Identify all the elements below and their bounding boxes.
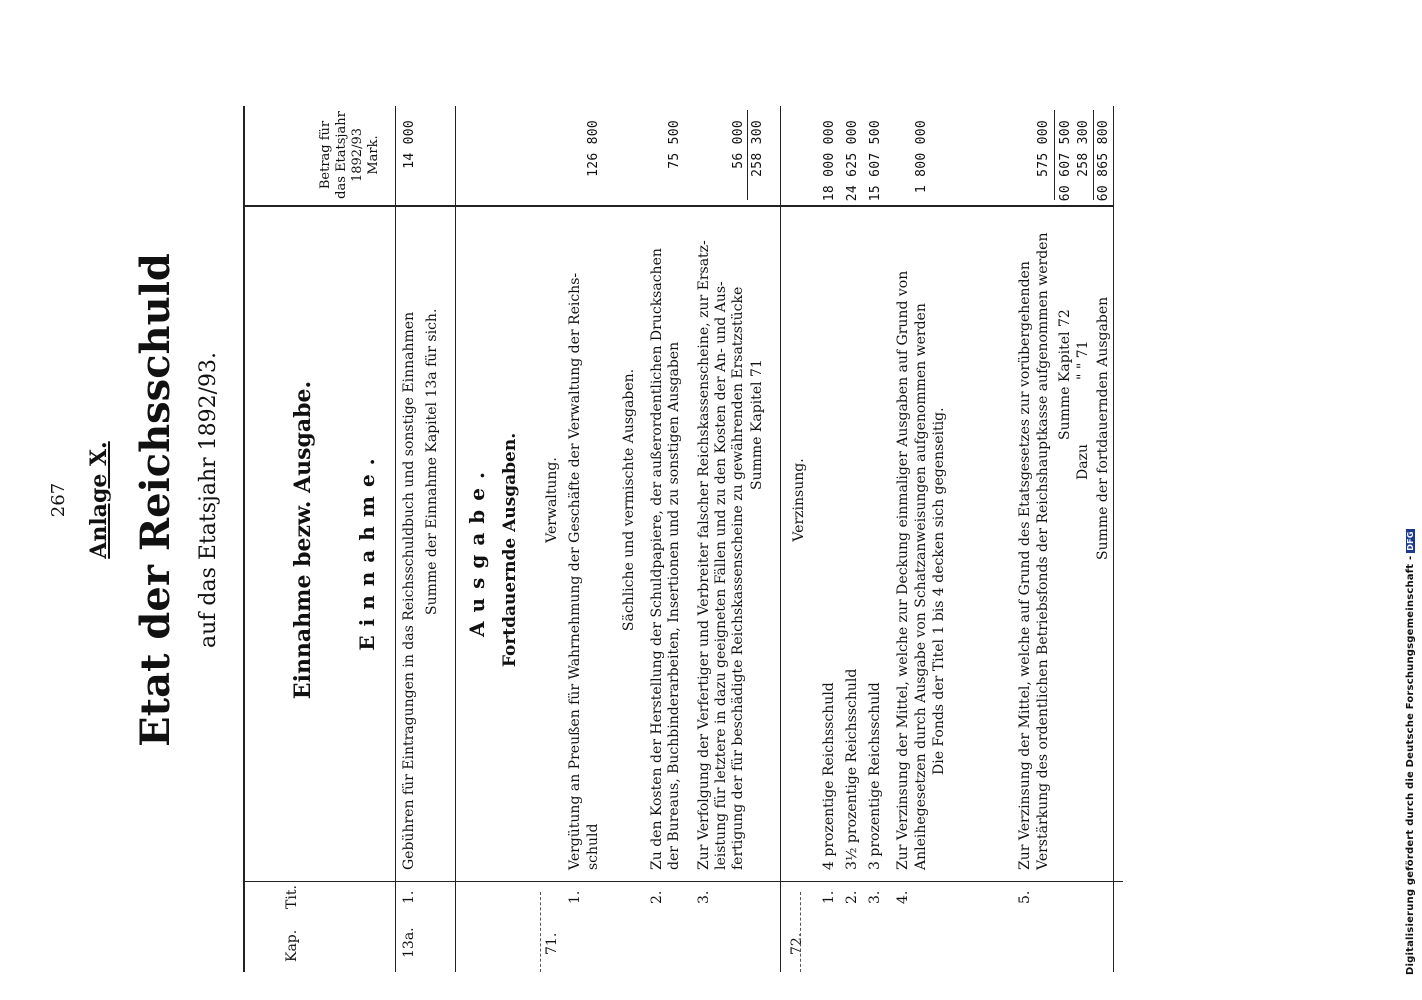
einnahme-end-rule xyxy=(455,106,456,972)
kap72-separator xyxy=(800,892,801,972)
kap72-sum-label: Summe Kapitel 72 xyxy=(1057,309,1073,440)
total-label: Summe der fortdauernden Ausgaben xyxy=(1095,296,1111,560)
kap72-row1-amount: 18 000 000 xyxy=(822,120,837,202)
header-rule xyxy=(395,106,396,972)
appendix-label: Anlage X. xyxy=(86,441,112,559)
header-tit: Tit. xyxy=(284,885,300,909)
kap71-sum-rule xyxy=(747,110,748,200)
header-amount-unit: Mark. xyxy=(366,135,381,175)
total-amount: 60 865 800 xyxy=(1096,120,1111,202)
kap72-row4-note: Die Fonds der Titel 1 bis 4 decken sich gegenseitig. xyxy=(931,407,947,775)
kap71-section2: Sächliche und vermischte Ausgaben. xyxy=(621,368,637,632)
header-kap: Kap. xyxy=(284,929,300,962)
column-rule-amount xyxy=(243,205,1113,207)
einnahme-kap: 13a. xyxy=(401,927,417,958)
kap72-row1-text: 4 prozentige Reichsschuld xyxy=(821,682,837,870)
kap71-row2-tit: 2. xyxy=(649,890,665,904)
kap72-dazu-ref: " " 71 xyxy=(1075,340,1091,380)
ausgabe-subheading: Fortdauernde Ausgaben. xyxy=(500,432,520,668)
kap71-row2-line2: der Bureaus, Buchbinderarbeiten, Insertionen und zu sonstigen Ausgaben xyxy=(666,341,682,870)
kap72-row5-tit: 5. xyxy=(1017,890,1033,904)
einnahme-heading: Einnahme. xyxy=(355,449,379,651)
dfg-logo: DFG xyxy=(1406,531,1415,551)
kap72-dazu-amount: 258 300 xyxy=(1076,120,1091,177)
kap71-row3-tit: 3. xyxy=(696,890,712,904)
kap71-number: 71. xyxy=(544,932,560,955)
kap71-sum-label: Summe Kapitel 71 xyxy=(749,359,765,490)
kap72-number: 72. xyxy=(789,932,805,955)
header-amount-line2: das Etatsjahr xyxy=(334,111,349,199)
kap71-row3-line1: Zur Verfolgung der Verfertiger und Verbreiter falscher Reichskassenscheine, zur Ersatz- xyxy=(696,240,712,870)
kap72-section: Verzinsung. xyxy=(791,458,807,542)
kap71-sum-amount: 258 300 xyxy=(750,120,765,177)
kap72-row3-tit: 3. xyxy=(867,890,883,904)
kap72-row2-text: 3½ prozentige Reichsschuld xyxy=(844,668,860,870)
kap72-row4-line1: Zur Verzinsung der Mittel, welche zur Deckung einmaliger Ausgaben auf Grund von xyxy=(895,270,911,870)
kap71-row1-amount: 126 800 xyxy=(586,120,601,177)
kap72-sum-amount: 60 607 500 xyxy=(1058,120,1073,202)
kap72-row3-text: 3 prozentige Reichsschuld xyxy=(867,682,883,870)
kap72-row3-amount: 15 607 500 xyxy=(868,120,883,202)
header-amount-line3: 1892/93 xyxy=(350,128,365,183)
header-amount xyxy=(318,110,382,200)
kap72-row5-line2: Verstärkung des ordentlichen Betriebsfonds der Reichshauptkasse aufgenommen werden xyxy=(1035,232,1051,870)
attribution xyxy=(1405,529,1416,975)
kap71-row1-tit: 1. xyxy=(567,890,583,904)
ausgabe-heading: Ausgabe. xyxy=(465,463,489,637)
column-rule-tit-left xyxy=(243,881,1123,882)
document-subtitle: auf das Etatsjahr 1892/93. xyxy=(196,351,221,649)
kap72-row4-tit: 4. xyxy=(895,890,911,904)
kap71-row1-line2: schuld xyxy=(585,823,601,870)
einnahme-sum-label: Summe der Einnahme Kapitel 13a für sich. xyxy=(424,308,440,615)
attribution-text: Digitalisierung gefördert durch die Deutsche Forschungsgemeinschaft - xyxy=(1405,555,1416,975)
einnahme-text: Gebühren für Eintragungen in das Reichsschuldbuch und sonstige Einnahmen xyxy=(401,311,417,870)
table-top-rule xyxy=(243,106,245,972)
kap71-separator xyxy=(540,892,541,972)
kap72-row5-amount: 575 000 xyxy=(1036,120,1051,177)
kap71-end-rule xyxy=(780,106,781,972)
kap72-dazu-label: Dazu xyxy=(1075,444,1091,480)
kap72-row4-line2: Anleihegesetzen durch Ausgabe von Schatzanweisungen aufgenommen werden xyxy=(913,303,929,870)
page-number: 267 xyxy=(48,482,69,518)
kap71-section: Verwaltung. xyxy=(544,457,560,543)
document-title: Etat der Reichsschuld xyxy=(132,253,179,747)
header-description: Einnahme bezw. Ausgabe. xyxy=(290,380,316,700)
kap71-row3-line3: fertigung der für beschädigte Reichskassenscheine zu gewährenden Ersatzstücke xyxy=(730,286,746,870)
kap72-row1-tit: 1. xyxy=(821,890,837,904)
table-bottom-rule xyxy=(1113,106,1114,972)
einnahme-tit: 1. xyxy=(401,890,417,904)
kap71-row2-line1: Zu den Kosten der Herstellung der Schuldpapiere, der außerordentlichen Drucksachen xyxy=(649,248,665,870)
kap72-row5-line1: Zur Verzinsung der Mittel, welche auf Grund des Etatsgesetzes zur vorübergehenden xyxy=(1017,261,1033,870)
kap72-row4-amount: 1 800 000 xyxy=(914,120,929,194)
kap71-row3-line2: leistung für letztere in dazu geeigneten Fällen und zu den Kosten der An- und Aus- xyxy=(713,281,729,870)
einnahme-amount: 14 000 xyxy=(402,120,417,169)
kap72-row2-amount: 24 625 000 xyxy=(845,120,860,202)
kap71-row1-line1: Vergütung an Preußen für Wahrnehmung der Geschäfte der Verwaltung der Reichs- xyxy=(567,272,583,870)
header-amount-line1: Betrag für xyxy=(318,120,333,190)
kap72-row2-tit: 2. xyxy=(844,890,860,904)
kap71-row2-amount: 75 500 xyxy=(667,120,682,169)
kap72-sum-rule xyxy=(1054,110,1055,200)
kap71-row3-amount: 56 000 xyxy=(731,120,746,169)
total-rule xyxy=(1093,110,1094,200)
